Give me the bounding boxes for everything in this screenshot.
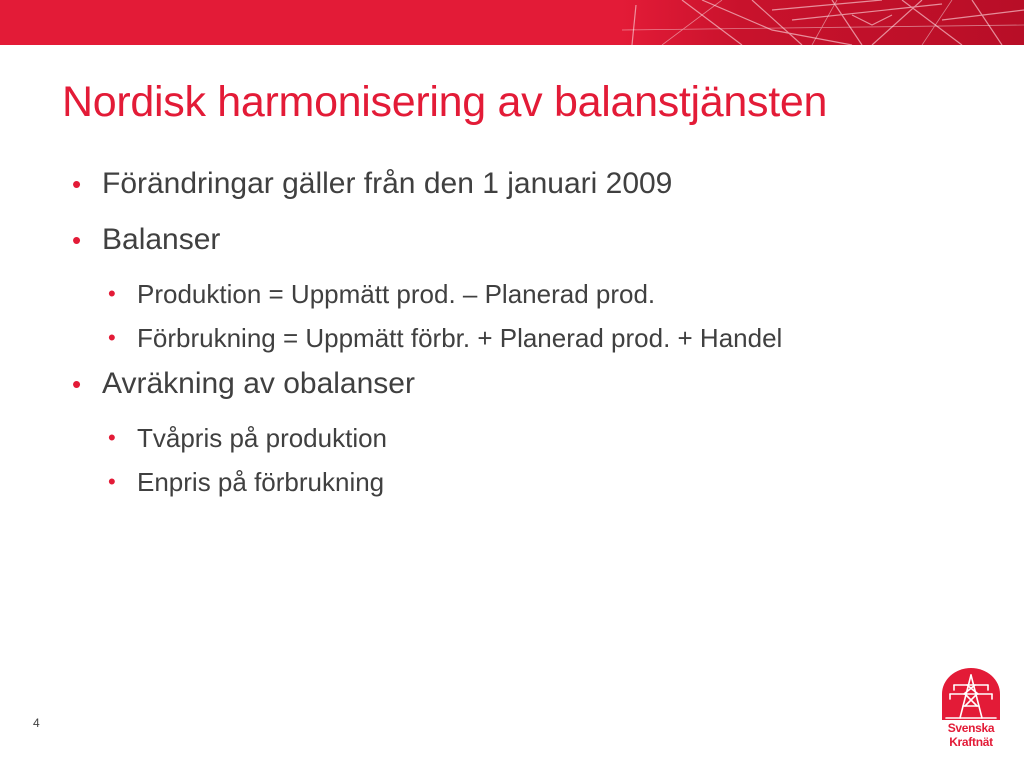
sub-bullet-item [72,462,992,506]
bullet-item [72,218,992,274]
bullet-marker: • [108,325,116,350]
bullet-text: Förbrukning = Uppmätt förbr. + Planerad prod. + Handel [137,323,783,353]
sub-bullet-item [72,318,992,362]
bullet-marker: • [72,369,82,399]
bullet-marker: • [108,281,116,306]
header-photo-power-lines [622,0,1024,45]
bullet-marker: • [108,469,116,494]
slide-title: Nordisk harmonisering av balanstjänsten [62,78,828,126]
bullet-marker: • [72,225,82,255]
header-banner [0,0,1024,45]
bullet-item [72,362,992,418]
bullet-text: Tvåpris på produktion [137,423,388,453]
slide-number: 4 [33,716,40,730]
bullet-text: Avräkning av obalanser [102,367,415,400]
bullet-text: Balanser [102,223,221,256]
logo-text-kraftnat: Kraftnät [949,735,993,749]
bullet-marker: • [72,169,82,199]
sub-bullet-item [72,274,992,318]
bullet-text: Produktion = Uppmätt prod. – Planerad prod. [137,279,656,309]
svenska-kraftnat-logo [936,666,1006,756]
power-tower-logo-icon [936,666,1006,722]
bullet-marker: • [108,425,116,450]
sub-bullet-item [72,418,992,462]
logo-text-svenska: Svenska [947,721,995,735]
bullet-list [72,162,992,506]
bullet-item [72,162,992,218]
bullet-text: Enpris på förbrukning [137,467,385,497]
bullet-text: Förändringar gäller från den 1 januari 2009 [102,167,673,200]
